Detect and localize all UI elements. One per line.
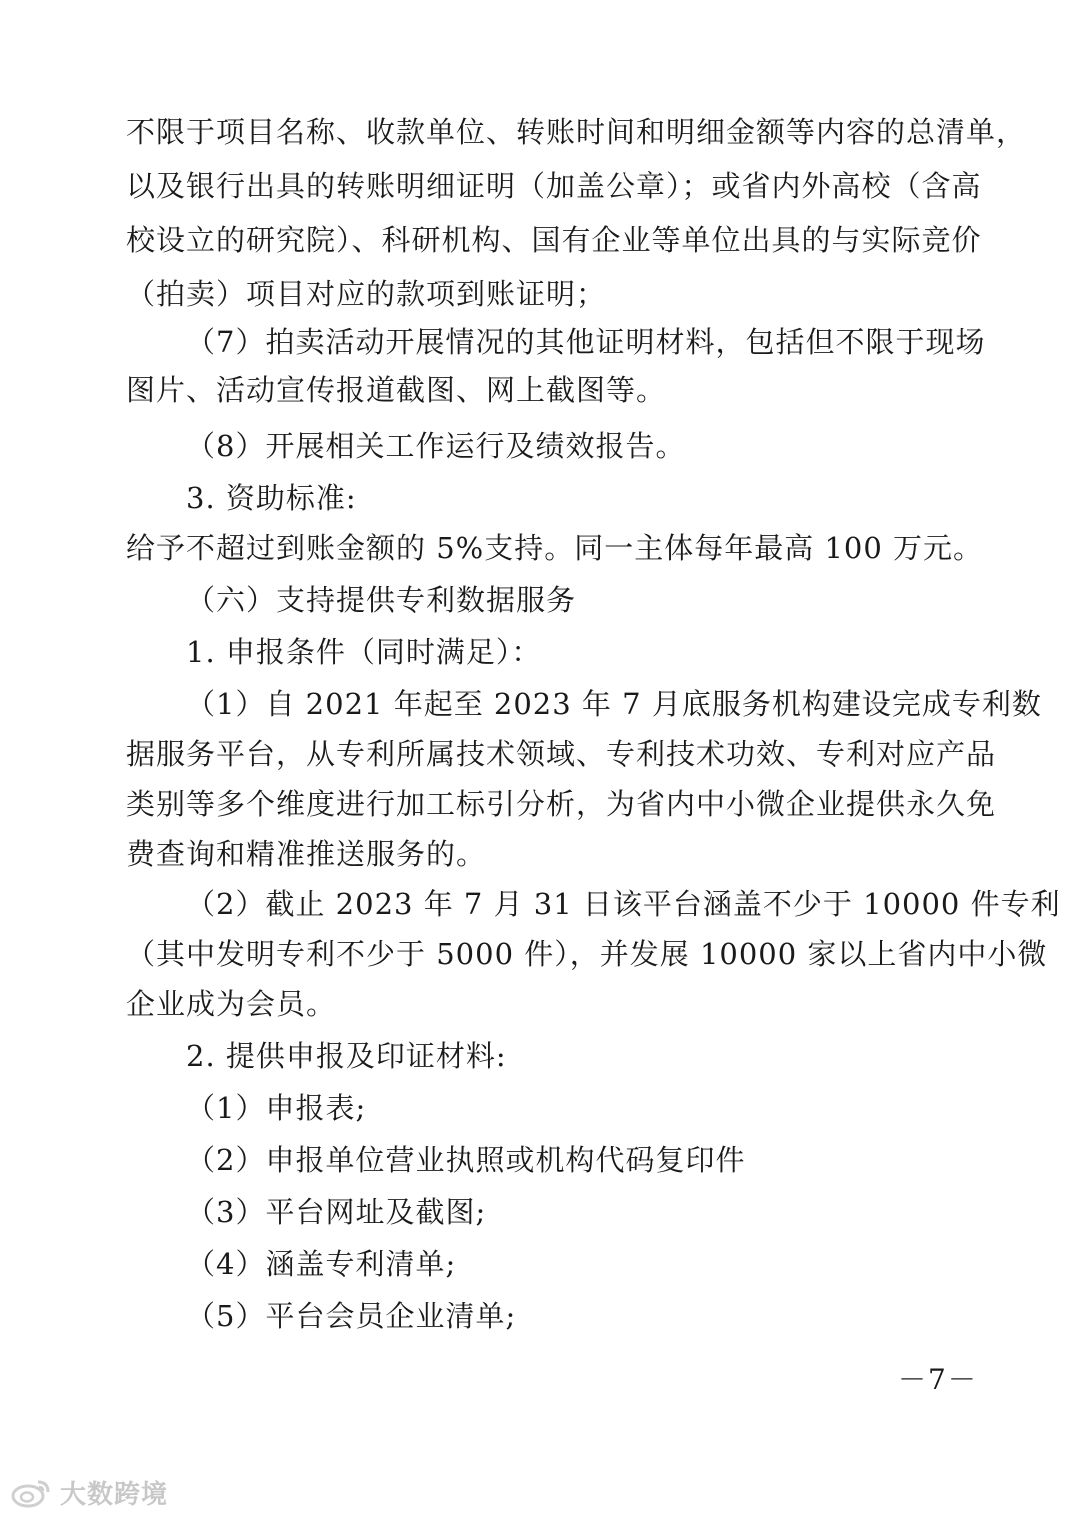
text-line-18: 企业成为会员。	[126, 987, 337, 1021]
list-item-4: （4）涵盖专利清单;	[186, 1247, 457, 1281]
text-line-17: （其中发明专利不少于 5000 件），并发展 10000 家以上省内中小微	[126, 937, 1048, 971]
text-line-5: （7）拍卖活动开展情况的其他证明材料，包括但不限于现场	[186, 325, 986, 359]
text-line-2: 以及银行出具的转账明细证明（加盖公章）；或省内外高校（含高	[126, 169, 982, 203]
text-line-9: 给予不超过到账金额的 5%支持。同一主体每年最高 100 万元。	[126, 531, 984, 565]
section-heading-application-conditions: 1. 申报条件（同时满足）：	[186, 635, 542, 669]
list-item-5: （5）平台会员企业清单;	[186, 1299, 517, 1333]
text-line-13: 据服务平台，从专利所属技术领域、专利技术功效、专利对应产品	[126, 737, 997, 771]
watermark	[10, 1470, 168, 1514]
text-line-4: （拍卖）项目对应的款项到账证明；	[126, 277, 607, 311]
section-heading-patent-data-service: （六）支持提供专利数据服务	[186, 583, 577, 617]
list-item-1: （1）申报表;	[186, 1091, 367, 1125]
text-line-12: （1）自 2021 年起至 2023 年 7 月底服务机构建设完成专利数	[186, 687, 1042, 721]
text-line-16: （2）截止 2023 年 7 月 31 日该平台涵盖不少于 10000 件专利	[186, 887, 1061, 921]
text-line-3: 校设立的研究院）、科研机构、国有企业等单位出具的与实际竞价	[126, 223, 982, 257]
text-line-6: 图片、活动宣传报道截图、网上截图等。	[126, 373, 667, 407]
section-heading-funding-standard: 3. 资助标准:	[186, 481, 357, 515]
text-line-1: 不限于项目名称、收款单位、转账时间和明细金额等内容的总清单，	[126, 115, 1027, 149]
list-item-2: （2）申报单位营业执照或机构代码复印件	[186, 1143, 746, 1177]
text-line-14: 类别等多个维度进行加工标引分析，为省内中小微企业提供永久免	[126, 787, 997, 821]
list-item-3: （3）平台网址及截图;	[186, 1195, 487, 1229]
text-line-7: （8）开展相关工作运行及绩效报告。	[186, 429, 686, 463]
section-heading-materials: 2. 提供申报及印证材料:	[186, 1039, 507, 1073]
watermark-text: 大数跨境	[60, 1479, 169, 1510]
text-line-15: 费查询和精准推送服务的。	[126, 837, 487, 871]
weibo-logo-icon	[10, 1476, 54, 1508]
page-number: －7－	[898, 1363, 978, 1396]
